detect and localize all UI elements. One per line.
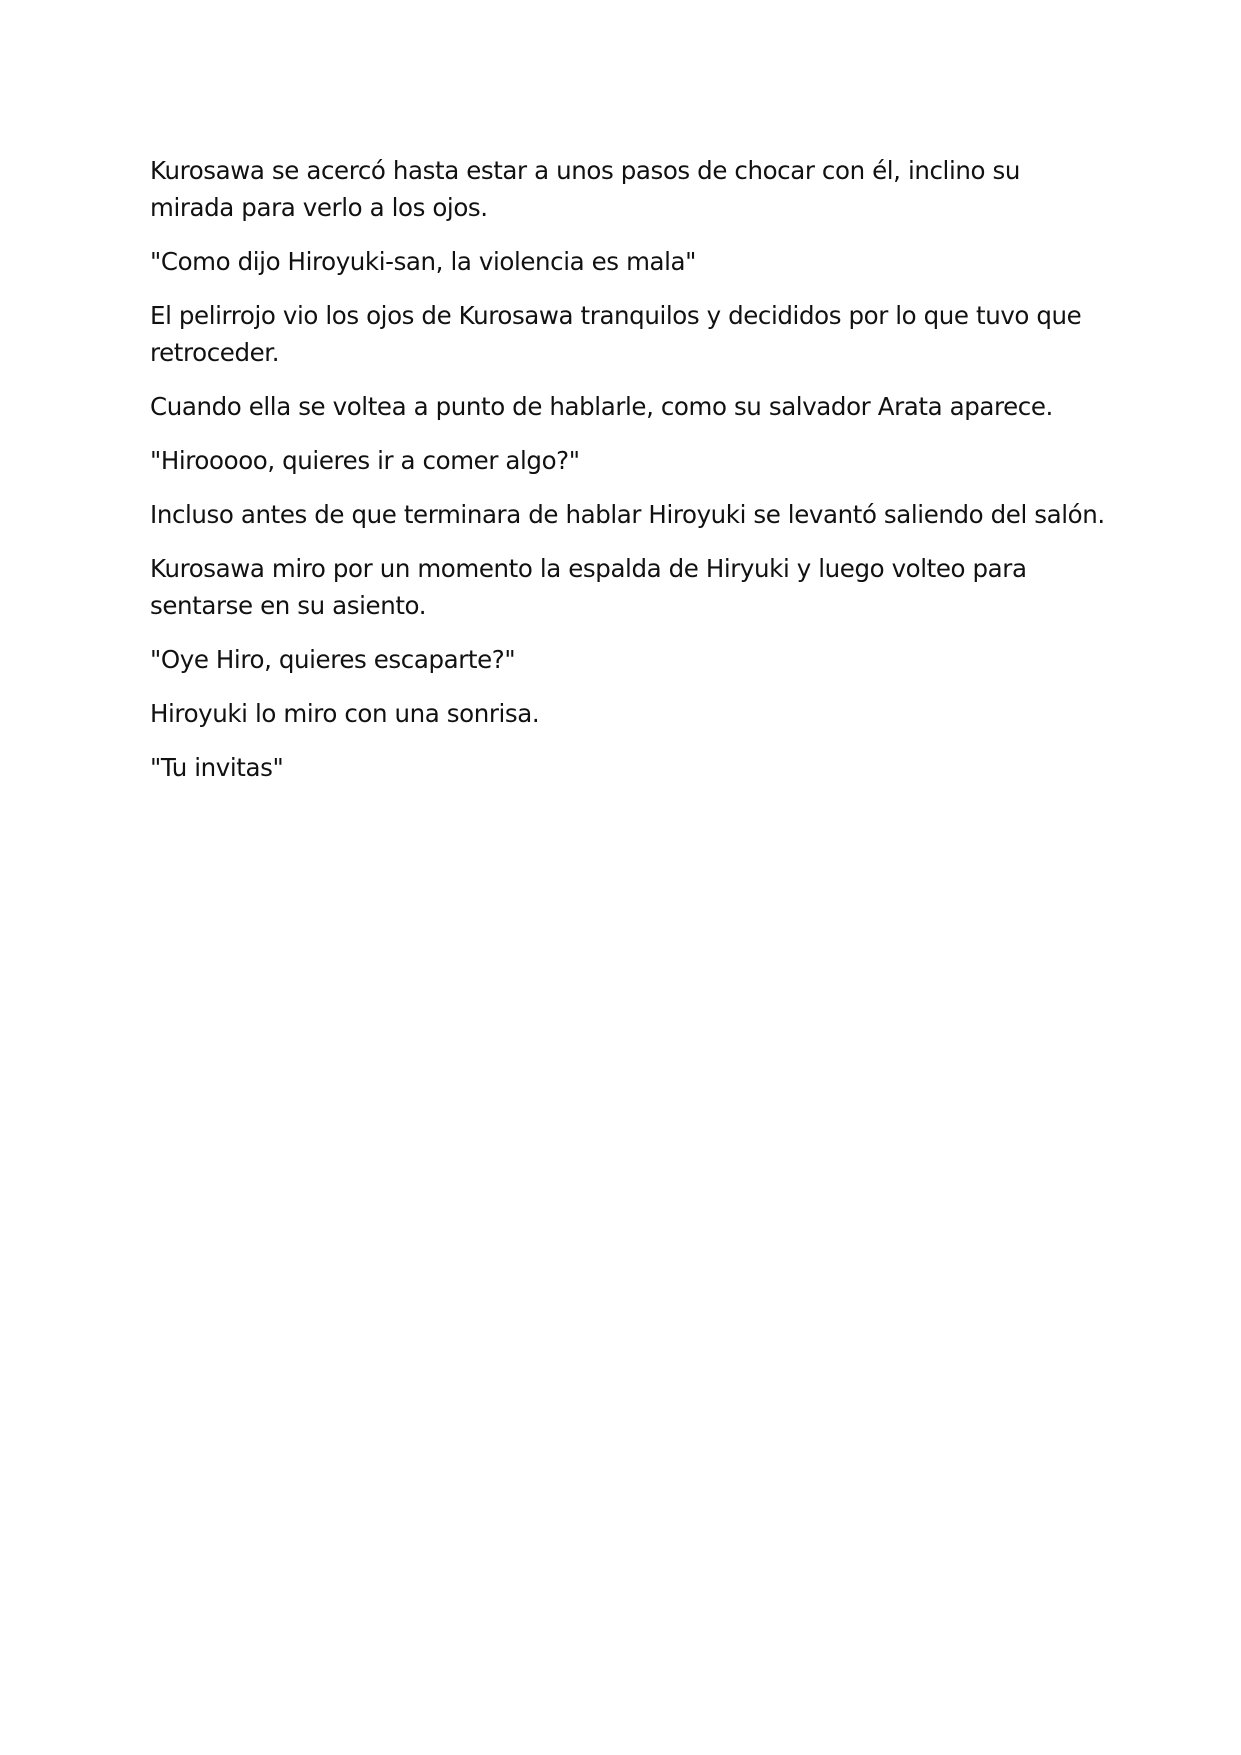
paragraph: Cuando ella se voltea a punto de hablarle, como su salvador Arata aparece. — [150, 392, 1053, 421]
paragraph: "Como dijo Hiroyuki-san, la violencia es mala" — [150, 247, 697, 276]
paragraph: "Tu invitas" — [150, 753, 284, 782]
paragraph: "Oye Hiro, quieres escaparte?" — [150, 645, 516, 674]
paragraph: "Hirooooo, quieres ir a comer algo?" — [150, 446, 580, 475]
paragraph: Hiroyuki lo miro con una sonrisa. — [150, 699, 540, 728]
paragraph: Incluso antes de que terminara de hablar Hiroyuki se levantó saliendo del salón. — [150, 500, 1105, 529]
paragraph: Kurosawa se acercó hasta estar a unos pasos de chocar con él, inclino su mirada para verlo a los ojos. — [150, 156, 1020, 222]
paragraph: El pelirrojo vio los ojos de Kurosawa tranquilos y decididos por lo que tuvo que retroceder. — [150, 301, 1082, 367]
paragraph: Kurosawa miro por un momento la espalda de Hiryuki y luego volteo para sentarse en su asiento. — [150, 554, 1027, 620]
document-body — [150, 152, 1110, 803]
